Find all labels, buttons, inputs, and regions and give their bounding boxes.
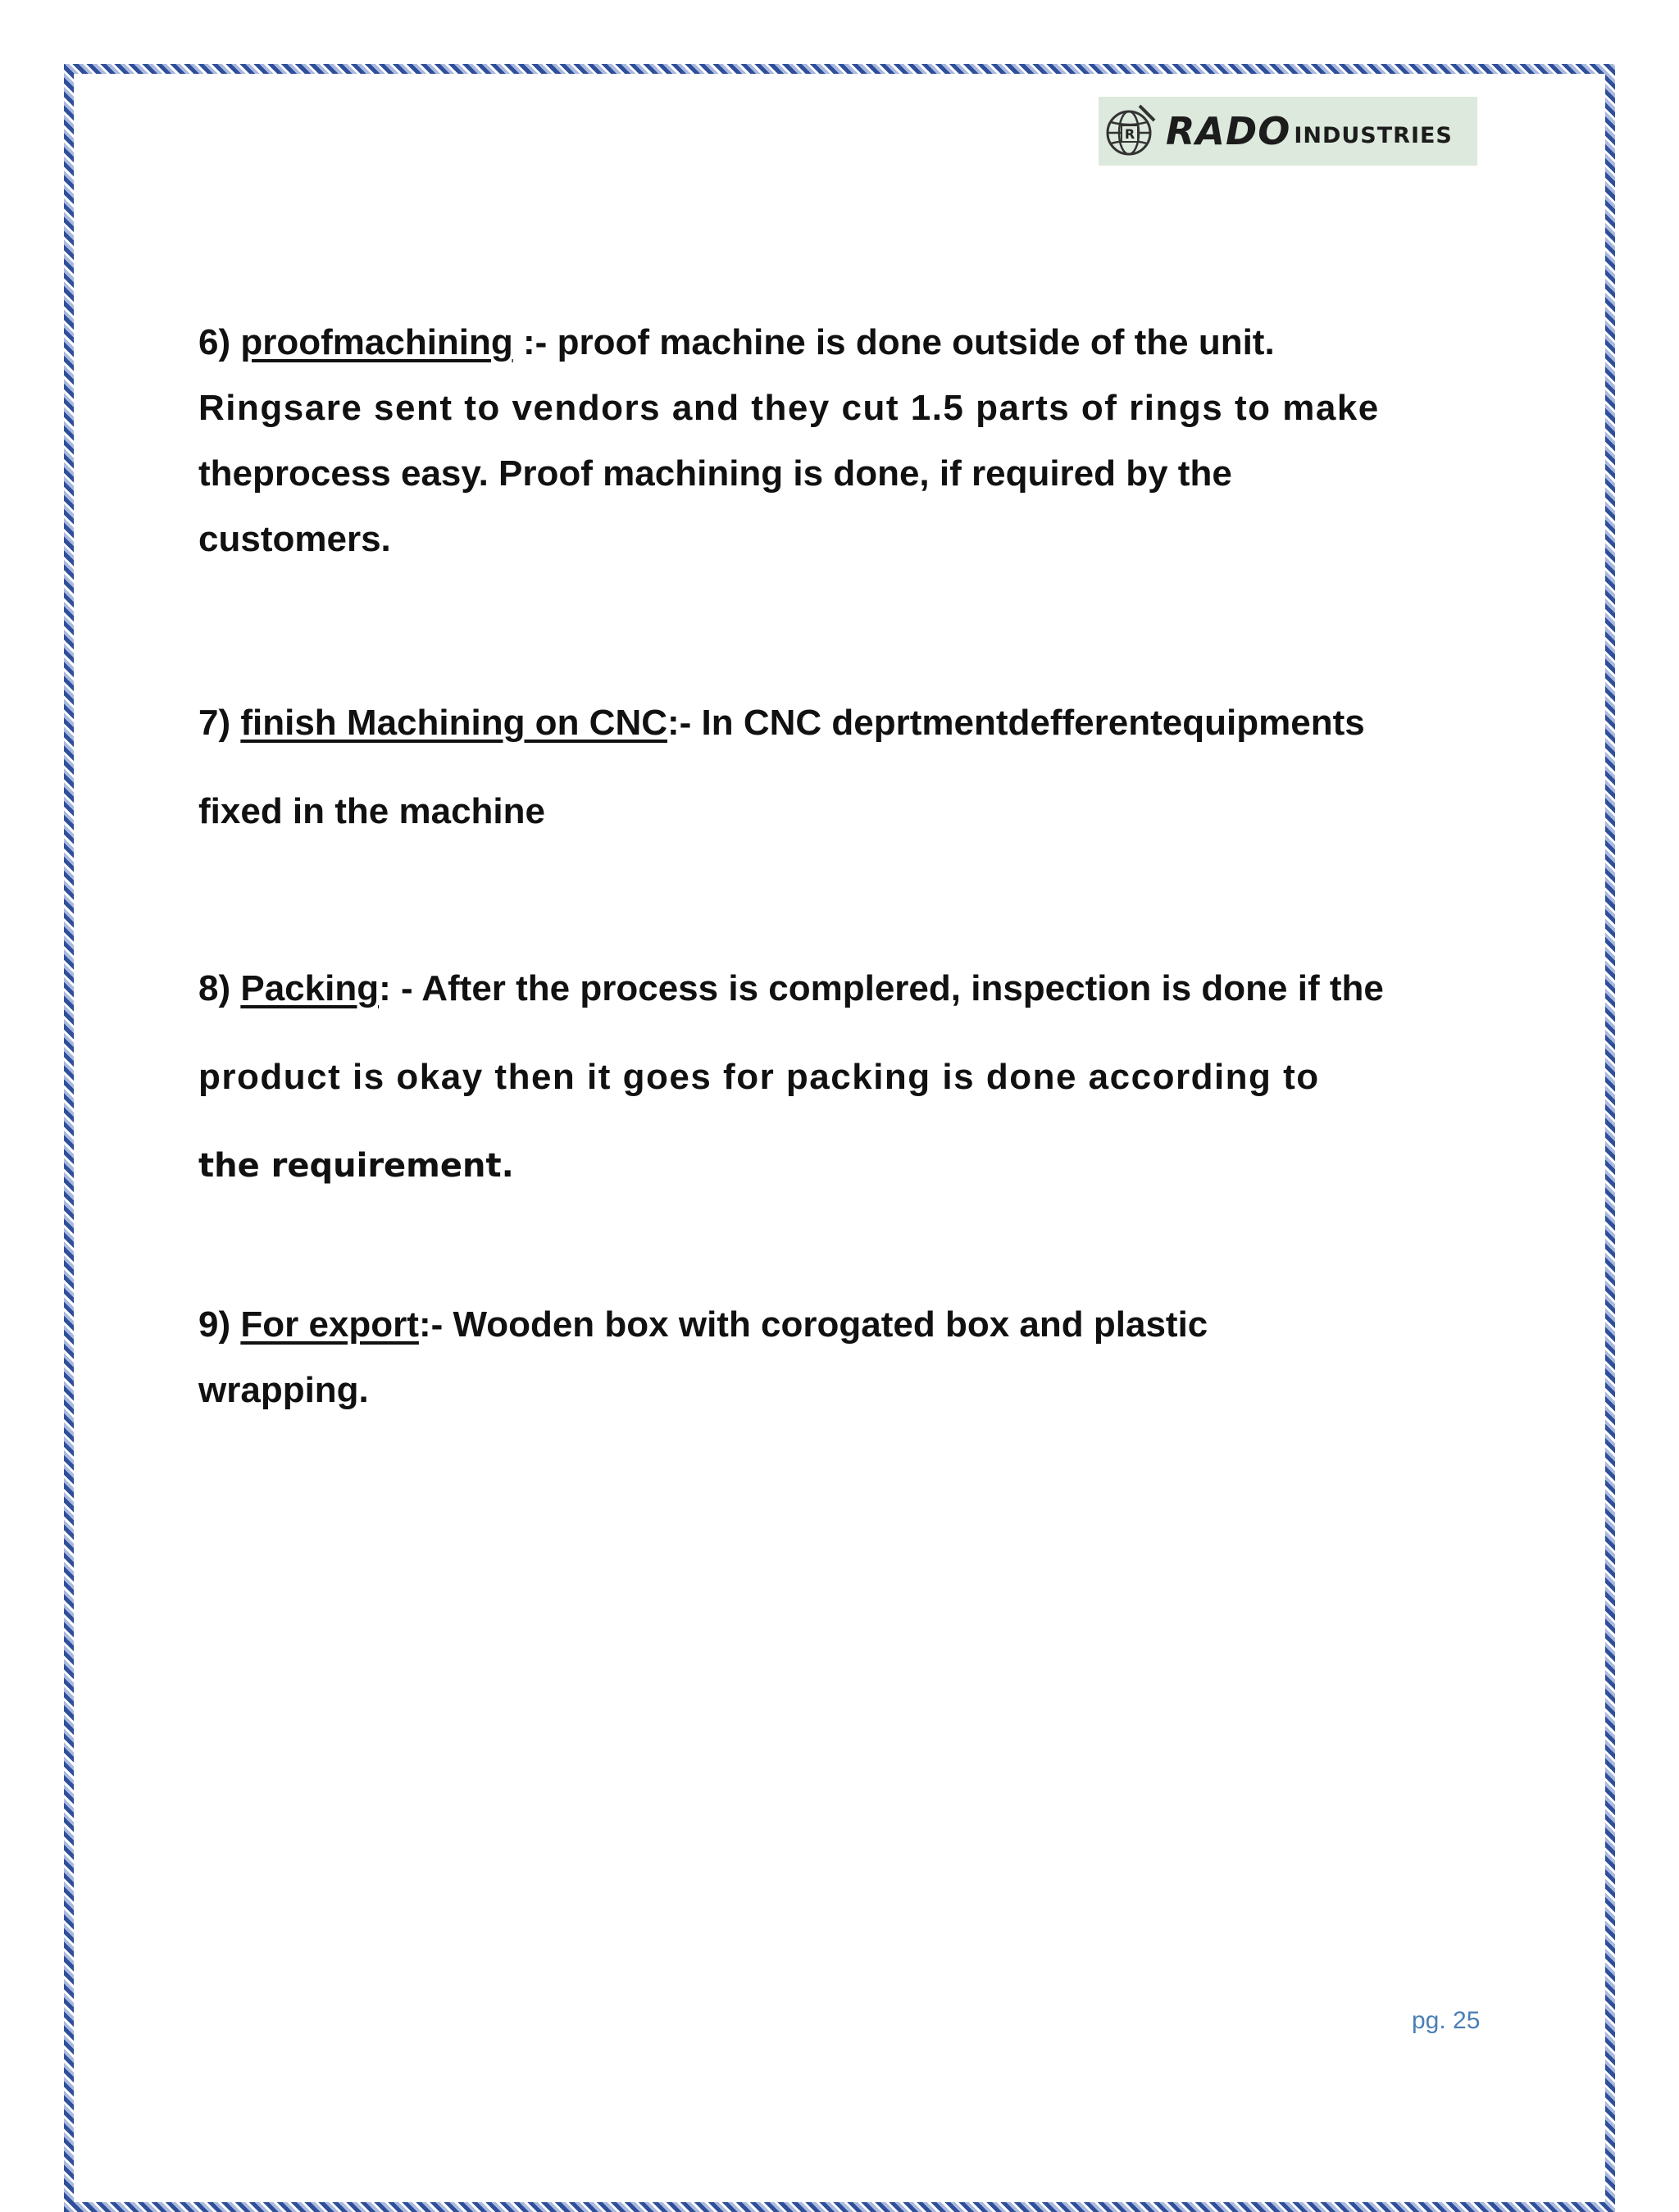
- section-title: For export: [240, 1304, 419, 1345]
- section-finish-machining: [198, 679, 1494, 856]
- section-for-export: [198, 1292, 1494, 1423]
- company-logo: [1099, 97, 1477, 166]
- section-text: wrapping.: [198, 1370, 369, 1410]
- section-number: 7): [198, 703, 231, 743]
- logo-brand-text: RADO: [1166, 109, 1291, 153]
- section-text: customers.: [198, 519, 391, 559]
- section-text: fixed in the machine: [198, 791, 545, 831]
- section-text: In CNC deprtmentdefferentequipments: [701, 703, 1365, 743]
- section-title: Packing: [240, 968, 380, 1008]
- section-line: [198, 944, 1494, 1033]
- section-text: proof machine is done outside of the unit.: [557, 322, 1275, 362]
- section-number: 6): [198, 322, 231, 362]
- logo-sub-text: INDUSTRIES: [1294, 122, 1453, 148]
- section-number: 8): [198, 968, 231, 1008]
- document-body: [198, 310, 1494, 1423]
- section-text: product is okay then it goes for packing is done according to: [198, 1057, 1320, 1097]
- section-title: proofmachining: [240, 322, 513, 362]
- section-text: Ringsare sent to vendors and they cut 1.5 parts of rings to make: [198, 388, 1380, 428]
- section-packing: [198, 944, 1494, 1210]
- section-proof-machining: [198, 310, 1494, 572]
- section-separator: : -: [379, 968, 422, 1008]
- section-separator: :-: [418, 1304, 453, 1345]
- section-number: 9): [198, 1304, 231, 1345]
- section-text: the requirement.: [198, 1147, 514, 1185]
- globe-icon: [1102, 102, 1159, 160]
- section-separator: :-: [512, 322, 557, 362]
- section-text: Wooden box with corogated box and plastic: [453, 1304, 1208, 1345]
- section-line: [198, 310, 1494, 375]
- section-text: After the process is complered, inspection is done if the: [421, 968, 1384, 1008]
- section-title: finish Machining on CNC: [240, 703, 667, 743]
- section-separator: :-: [667, 703, 702, 743]
- section-line: [198, 1292, 1494, 1358]
- logo-mark-letter: R: [1124, 126, 1135, 142]
- section-line: [198, 679, 1494, 767]
- section-text: theprocess easy. Proof machining is done, if required by the: [198, 453, 1232, 494]
- page-number: pg. 25: [1412, 2007, 1481, 2034]
